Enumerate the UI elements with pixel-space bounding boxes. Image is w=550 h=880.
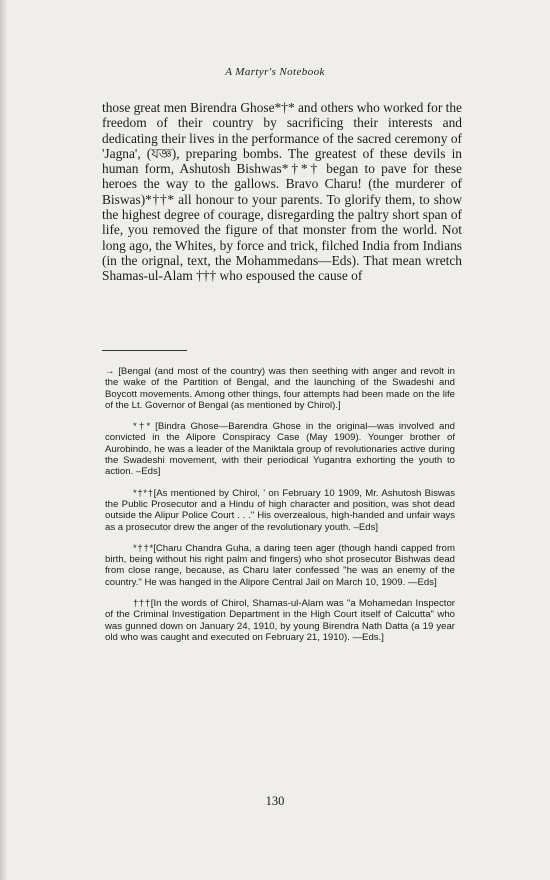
running-header: A Martyr's Notebook <box>225 66 325 78</box>
page-number <box>0 794 550 809</box>
footnote-separator <box>102 350 187 351</box>
footnote: *††*[Charu Chandra Guha, a daring teen ager (though handi capped from birth, being without his right palm and fingers) who shot prosecutor Bishwas dead from close range, because, as Charu later confessed "he was an enemy of the country." He was hanged in the Alipore Central Jail on March 10, 1909. —Eds] <box>105 542 455 588</box>
binding-shadow <box>0 0 8 880</box>
footnote: †††[In the words of Chirol, Shamas-ul-Alam was "a Mohamedan Inspector of the Criminal Investigation Department in the High Court itself of Calcutta" who was gunned down on January 24, 1910, by young Birendra Nath Datta (a 19 year old who was caught and executed on February 21, 1910). —Eds.] <box>105 598 455 643</box>
main-text <box>102 100 462 284</box>
page-number-value: 130 <box>265 794 285 808</box>
footnote: → [Bengal (and most of the country) was then seething with anger and revolt in the wake of the Partition of Bengal, and the launching of the Swadeshi and Boycott movements. Among other things, four attempts had been made on the life of the Lt. Governor of Bengal (as mentioned by Chirol).] <box>105 366 455 411</box>
footnote: *†*†[As mentioned by Chirol, ' on February 10 1909, Mr. Ashutosh Biswas the Public Prosecutor and a Hindu of high character and position, was shot dead outside the Alipur Police Court . . ." His overzealous, high-handed and unfair ways as a prosecutor drew the anger of the revolutionary youth. –Eds] <box>105 487 455 533</box>
body-paragraph: those great men Birendra Ghose*†* and others who worked for the freedom of their country by sacrificing their interests and dedicating their lives in the performance of the sacred ceremony of 'Jagna', (যজ্ঞ), preparing bombs. The greatest of these devils in human form, Ashutosh Bishwas*†*† began to pave for these heroes the way to the gallows. Bravo Charu! (the murderer of Biswas)*††* all honour to your parents. To glorify them, to show the highest degree of courage, disregarding the paltry short span of life, you removed the figure of that monster from the world. Not long ago, the Whites, by force and trick, filched India from Indians (in the orignal, text, the Mohammedans—Eds). That mean wretch Shamas-ul-Alam ††† who espoused the cause of <box>102 100 462 284</box>
footnotes <box>105 366 455 653</box>
footnote: *†* [Bindra Ghose—Barendra Ghose in the original—was involved and convicted in the Alipore Conspiracy Case (May 1909). Younger brother of Aurobindo, he was a leader of the Maniktala group of revolutionaries active during the Swadeshi movement, with their periodical Yugantra exhorting the youth to action. –Eds] <box>105 421 455 478</box>
